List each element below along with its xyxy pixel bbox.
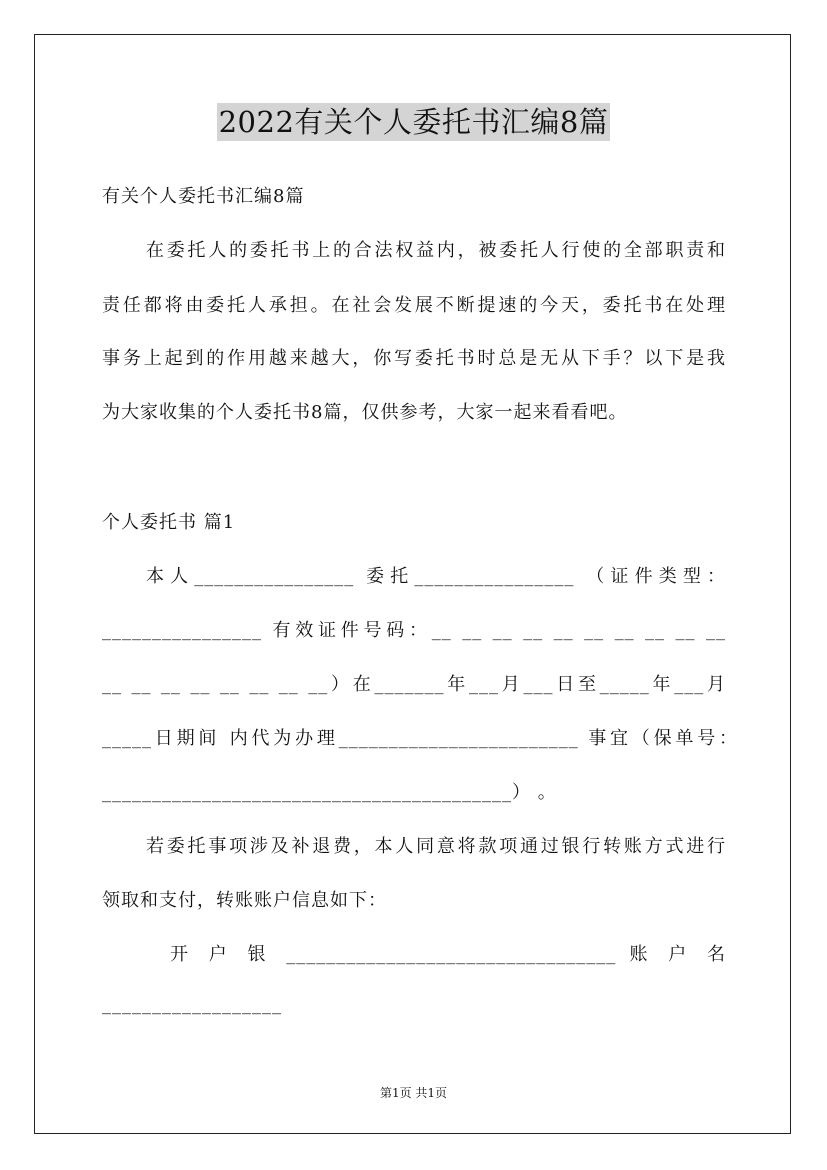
intro-line-1: 在委托人的委托书上的合法权益内，被委托人行使的全部职责和 (146, 240, 726, 261)
subtitle: 有关个人委托书汇编8篇 (102, 186, 305, 207)
body-line-9: __________________ (102, 994, 282, 1015)
section-heading: 个人委托书 篇1 (102, 512, 236, 533)
body-line-2: ________________ 有效证件号码：__ __ __ __ __ __ __ __ __ __ (102, 620, 726, 641)
body-line-7: 领取和支付，转账账户信息如下： (102, 890, 387, 911)
body-line-8: 开 户 银 _________________________________ 账 户 名 (170, 944, 726, 965)
document-title (0, 100, 827, 141)
intro-line-2: 责任都将由委托人承担。在社会发展不断提速的今天，委托书在处理 (102, 295, 726, 316)
body-line-3: __ __ __ __ __ __ __ __）在_______年___月___日至_____年___月 (102, 674, 726, 695)
intro-line-4: 为大家收集的个人委托书8篇，仅供参考，大家一起来看看吧。 (102, 402, 628, 423)
body-line-5: _________________________________________） 。 (102, 782, 557, 803)
body-line-6: 若委托事项涉及补退费，本人同意将款项通过银行转账方式进行 (146, 836, 726, 857)
document-title-text: 2022有关个人委托书汇编8篇 (218, 105, 609, 139)
body-line-1: 本人________________ 委托________________ （证件类型： (146, 566, 726, 587)
intro-line-3: 事务上起到的作用越来越大，你写委托书时总是无从下手？以下是我 (102, 348, 726, 369)
page-footer: 第1页 共1页 (379, 1086, 448, 1100)
body-line-4: _____日期间 内代为办理________________________ 事宜（保单号： (102, 728, 738, 749)
